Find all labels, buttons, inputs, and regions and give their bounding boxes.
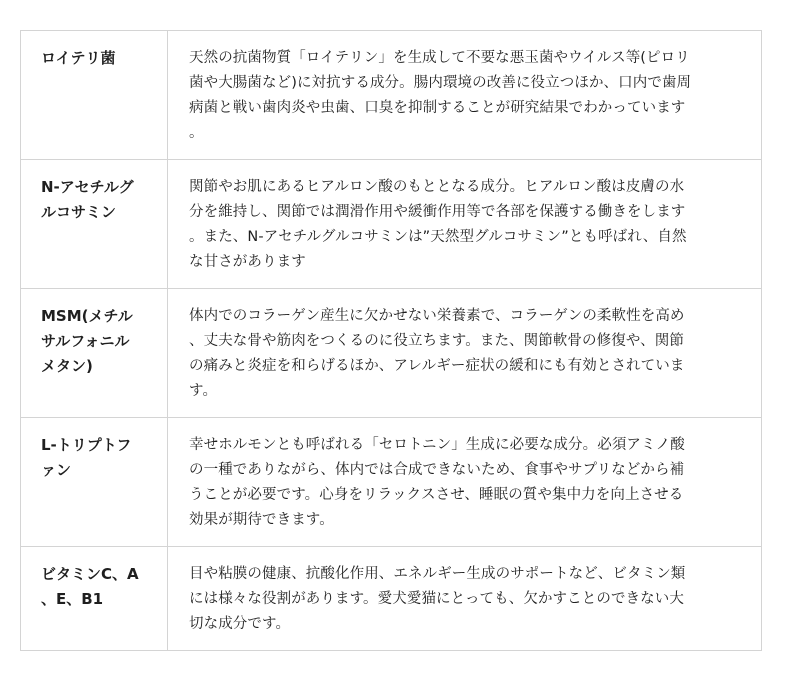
ingredient-name-cell <box>21 547 168 650</box>
ingredient-description-cell <box>168 418 761 546</box>
ingredient-name-cell <box>21 418 168 546</box>
description-line: な甘さがあります <box>189 254 306 270</box>
description-line: 。また、N-アセチルグルコサミンは”天然型グルコサミン”とも呼ばれ、自然 <box>189 229 687 245</box>
table-row <box>21 160 761 289</box>
ingredient-name-line: ビタミンC、A <box>41 565 139 583</box>
ingredient-name-line: L-トリプトフ <box>41 436 132 454</box>
description-line: うことが必要です。心身をリラックスさせ、睡眠の質や集中力を向上させる <box>189 487 684 503</box>
ingredient-name-line: ァン <box>41 461 72 479</box>
ingredient-name-cell <box>21 160 168 288</box>
ingredient-name-cell <box>21 31 168 159</box>
description-line: 関節やお肌にあるヒアルロン酸のもととなる成分。ヒアルロン酸は皮膚の水 <box>189 179 685 195</box>
ingredient-description-cell <box>168 31 761 159</box>
ingredient-name-cell <box>21 289 168 417</box>
description-line: 効果が期待できます。 <box>189 512 334 528</box>
table-row <box>21 547 761 651</box>
description-line: 菌や大腸菌など)に対抗する成分。腸内環境の改善に役立つほか、口内で歯周 <box>189 75 692 91</box>
ingredient-description-cell <box>168 547 761 650</box>
description-line: には様々な役割があります。愛犬愛猫にとっても、欠かすことのできない大 <box>189 591 684 607</box>
ingredient-name-line: N-アセチルグ <box>41 178 134 196</box>
description-line: の痛みと炎症を和らげるほか、アレルギー症状の緩和にも有効とされていま <box>189 358 685 374</box>
ingredient-name-line: メタン) <box>41 357 93 375</box>
description-line: 天然の抗菌物質「ロイテリン」を生成して不要な悪玉菌やウイルス等(ピロリ <box>189 50 690 66</box>
ingredient-table <box>20 30 762 651</box>
ingredient-name-line: MSM(メチル <box>41 307 133 325</box>
ingredient-name-line: サルフォニル <box>41 332 130 350</box>
ingredient-description-cell <box>168 289 761 417</box>
description-line: す。 <box>189 383 218 399</box>
description-line: 、丈夫な骨や筋肉をつくるのに役立ちます。また、関節軟骨の修復や、関節 <box>189 333 684 349</box>
table-row <box>21 289 761 418</box>
description-line: 病菌と戦い歯肉炎や虫歯、口臭を抑制することが研究結果でわかっています <box>189 100 686 116</box>
table-row <box>21 418 761 547</box>
table-row <box>21 31 761 160</box>
ingredient-name-line: 、E、B1 <box>41 590 104 608</box>
description-line: 幸せホルモンとも呼ばれる「セロトニン」生成に必要な成分。必須アミノ酸 <box>189 437 685 453</box>
ingredient-description-cell <box>168 160 761 288</box>
description-line: の一種でありながら、体内では合成できないため、食事やサプリなどから補 <box>189 462 685 478</box>
ingredient-name-line: ロイテリ菌 <box>41 49 116 67</box>
ingredient-name-line: ルコサミン <box>41 203 117 221</box>
description-line: 分を維持し、関節では潤滑作用や緩衝作用等で各部を保護する働きをします <box>189 204 686 220</box>
description-line: 。 <box>189 125 204 141</box>
description-line: 目や粘膜の健康、抗酸化作用、エネルギー生成のサポートなど、ビタミン類 <box>189 566 686 582</box>
description-line: 体内でのコラーゲン産生に欠かせない栄養素で、コラーゲンの柔軟性を高め <box>189 308 685 324</box>
description-line: 切な成分です。 <box>189 616 291 632</box>
